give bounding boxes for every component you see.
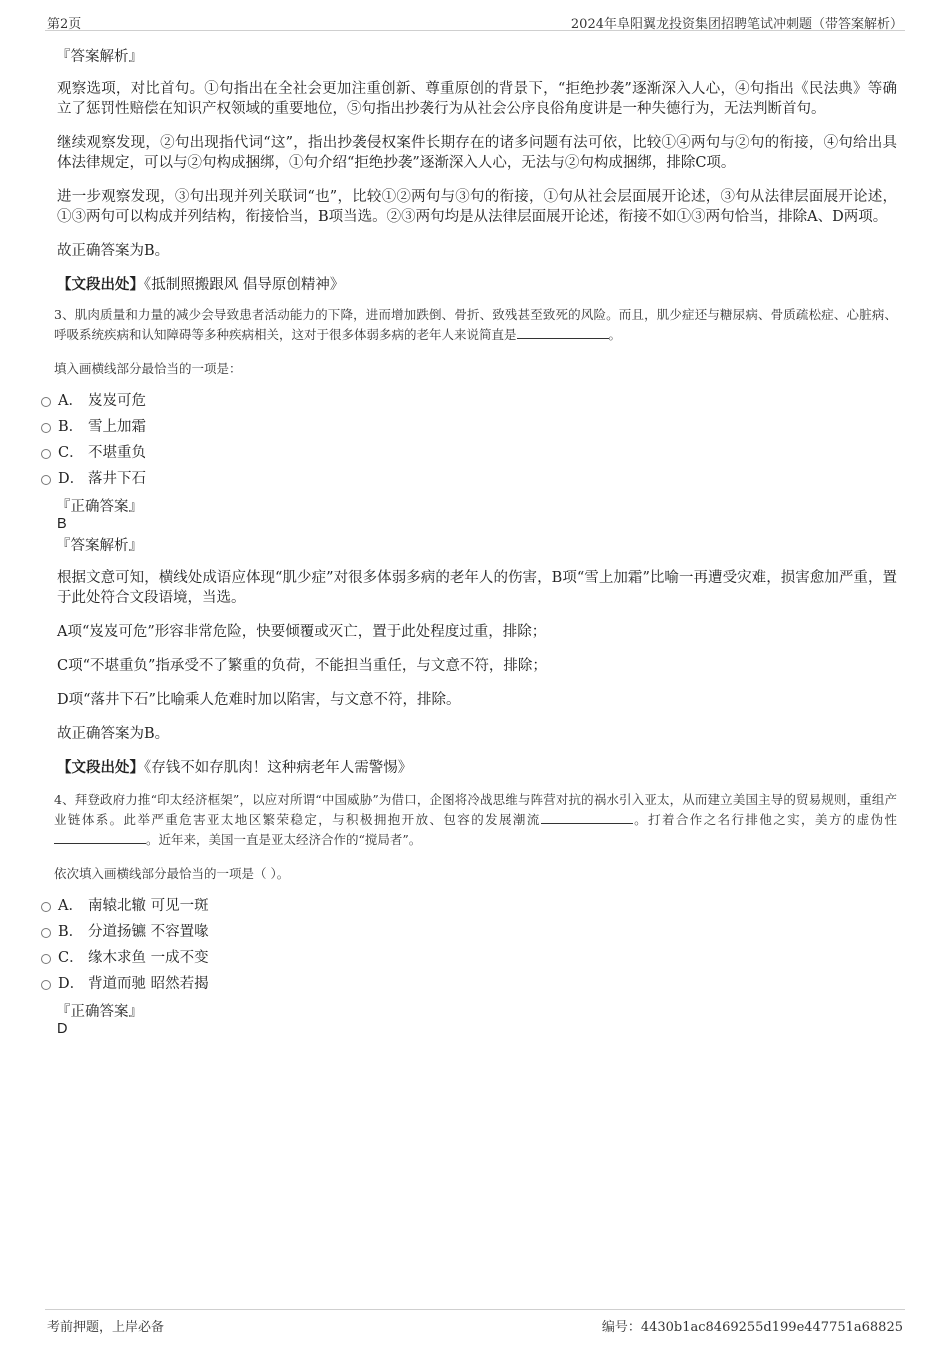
option-text: 分道扬镳 不容置喙 [88,924,209,940]
question-stem [54,790,897,850]
conclusion: 故正确答案为B。 [57,726,170,742]
option-letter: B． [58,924,84,940]
radio-button[interactable] [41,449,51,459]
option-d[interactable] [0,971,897,997]
option-b[interactable] [0,414,897,440]
page-footer [45,1309,905,1335]
option-a[interactable] [0,893,897,919]
option-letter: A． [58,898,83,914]
analysis-paragraph: 继续观察发现，②句出现指代词“这”，指出抄袭侵权案件长期存在的诸多问题有法可依，比较①④两句与②句的衔接，④句给出具体法律规定，可以与②句构成捆绑，①句介绍“拒绝抄袭”逐渐深入人心，无法与②句构成捆绑，排除C项。 [57,135,897,171]
analysis-label: 『答案解析』 [56,49,143,65]
stem-text: 。 [608,327,622,342]
option-a[interactable] [0,388,897,414]
option-text: 雪上加霜 [88,419,146,435]
radio-button[interactable] [41,954,51,964]
option-c[interactable] [0,440,897,466]
analysis-label: 『答案解析』 [56,538,143,554]
stem-text: 。打着合作之名行排他之实，美方的虚伪性 [632,812,897,827]
option-text: 岌岌可危 [88,393,146,409]
option-b[interactable] [0,919,897,945]
option-list [0,893,897,997]
option-d[interactable] [0,466,897,492]
analysis-paragraph: C项“不堪重负”指承受不了繁重的负荷，不能担当重任，与文意不符，排除； [57,658,547,674]
stem-text: 。近年来，美国一直是亚太经济合作的“搅局者”。 [146,832,422,847]
radio-button[interactable] [41,475,51,485]
correct-answer: D [57,1021,68,1037]
radio-button[interactable] [41,423,51,433]
source-label: 【文段出处】 [57,276,144,293]
source-line [57,758,897,778]
question-instruction: 依次填入画横线部分最恰当的一项是（ ）。 [54,866,290,881]
option-c[interactable] [0,945,897,971]
source-line [57,275,897,295]
option-letter: C． [58,950,84,966]
conclusion: 故正确答案为B。 [57,243,170,259]
radio-button[interactable] [41,397,51,407]
footer-slogan: 考前押题，上岸必备 [47,1320,165,1335]
analysis-paragraph: 进一步观察发现，③句出现并列关联词“也”，比较①②两句与③句的衔接，①句从社会层面展开论述，③句从法律层面展开论述，①③两句可以构成并列结构，衔接恰当，B项当选。②③两句均是从法律层面展开论述，衔接不如①③两句恰当，排除A、D两项。 [57,189,897,225]
option-text: 南辕北辙 可见一斑 [88,898,209,914]
option-letter: C． [58,445,84,461]
option-text: 缘木求鱼 一成不变 [88,950,209,966]
source-label: 【文段出处】 [57,759,144,776]
page-content [54,47,897,1038]
source-title: 《抵制照搬跟风 倡导原创精神》 [144,277,345,293]
answer-blank [517,326,609,339]
option-list [0,388,897,492]
stem-text: 3、肌肉质量和力量的减少会导致患者活动能力的下降，进而增加跌倒、骨折、致残甚至致死的风险。而且，肌少症还与糖尿病、骨质疏松症、心脏病、呼吸系统疾病和认知障碍等多种疾病相关，这对于很多体弱多病的老年人来说简直是 [54,307,897,342]
answer-blank [541,811,633,824]
analysis-paragraph: 根据文意可知，横线处成语应体现“肌少症”对很多体弱多病的老年人的伤害，B项“雪上加霜”比喻一再遭受灾难，损害愈加严重，置于此处符合文段语境，当选。 [57,570,897,606]
document-code: 编号：4430b1ac8469255d199e447751a68825 [601,1320,903,1335]
analysis-paragraph: 观察选项，对比首句。①句指出在全社会更加注重创新、尊重原创的背景下，“拒绝抄袭”逐渐深入人心，④句指出《民法典》等确立了惩罚性赔偿在知识产权领域的重要地位，⑤句指出抄袭行为从社会公序良俗角度讲是一种失德行为，无法判断首句。 [57,81,897,117]
analysis-paragraph: A项“岌岌可危”形容非常危险，快要倾覆或灭亡，置于此处程度过重，排除； [57,624,547,640]
radio-button[interactable] [41,980,51,990]
option-letter: B． [58,419,84,435]
page-header [45,8,905,31]
option-text: 不堪重负 [88,445,146,461]
stem-text: 4、拜登政府力推“印太经济框架”，以应对所谓“中国威胁”为借口，企图将冷战思维与阵营对抗的祸水引入亚太，从而建立美国主导的贸易规则，重组产业链体系。此举严重危害亚太地区繁荣稳定，与积极拥抱开放、包容的发展潮流 [54,792,897,827]
option-text: 落井下石 [88,471,146,487]
option-letter: D． [58,471,85,487]
analysis-paragraph: D项“落井下石”比喻乘人危难时加以陷害，与文意不符，排除。 [57,692,461,708]
radio-button[interactable] [41,928,51,938]
answer-label: 『正确答案』 [56,1004,143,1020]
correct-answer: B [57,516,67,532]
question-instruction: 填入画横线部分最恰当的一项是： [54,361,242,376]
document-title: 2024年阜阳翼龙投资集团招聘笔试冲刺题（带答案解析） [570,17,903,32]
answer-blank [54,831,146,844]
option-letter: D． [58,976,85,992]
page-number: 第2页 [47,17,82,32]
radio-button[interactable] [41,902,51,912]
question-stem [54,305,897,345]
answer-label: 『正确答案』 [56,499,143,515]
option-letter: A． [58,393,83,409]
option-text: 背道而驰 昭然若揭 [88,976,209,992]
source-title: 《存钱不如存肌肉！这种病老年人需警惕》 [144,760,413,776]
